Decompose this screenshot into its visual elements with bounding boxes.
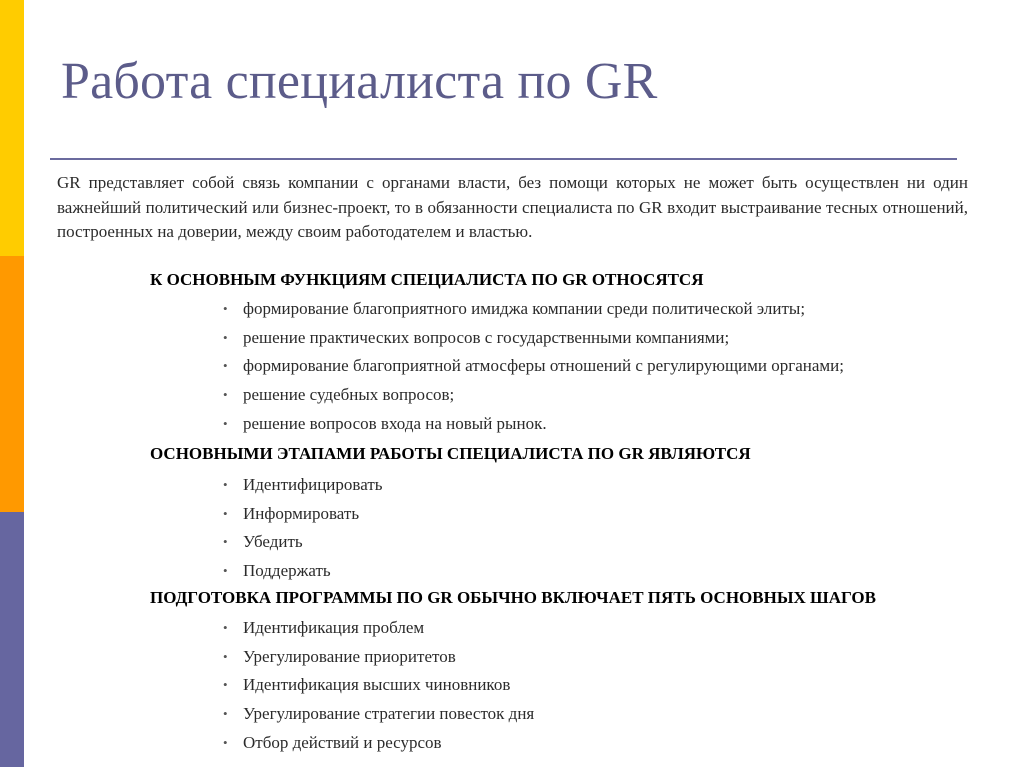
list-item: • Идентифицировать — [223, 471, 383, 500]
accent-bar-purple — [0, 512, 24, 767]
bullet-icon: • — [223, 301, 228, 316]
functions-list — [223, 295, 844, 438]
list-item: • Поддержать — [223, 557, 383, 586]
bullet-icon: • — [223, 477, 228, 492]
bullet-icon: • — [223, 734, 228, 750]
slide-title: Работа специалиста по GR — [61, 53, 658, 110]
bullet-icon: • — [223, 505, 228, 521]
bullet-icon: • — [223, 677, 228, 693]
bullet-icon: • — [223, 329, 228, 345]
bullet-icon: • — [223, 534, 228, 550]
list-item: • Урегулирование приоритетов — [223, 643, 534, 672]
list-item: • Урегулирование стратегии повесток дня — [223, 700, 534, 729]
list-item: • решение судебных вопросов; — [223, 381, 844, 410]
bullet-icon: • — [223, 563, 228, 579]
bullet-icon: • — [223, 706, 228, 722]
bullet-icon: • — [223, 415, 228, 431]
bullet-icon: • — [223, 358, 228, 374]
list-item: • формирование благоприятной атмосферы отношений с регулирующими органами; — [223, 352, 844, 381]
list-item: • решение вопросов входа на новый рынок. — [223, 410, 844, 439]
bullet-icon: • — [223, 620, 228, 635]
list-item: • Идентификация проблем — [223, 614, 534, 643]
list-item: • Идентификация высших чиновников — [223, 671, 534, 700]
accent-bar-orange — [0, 256, 24, 512]
section-heading-program: ПОДГОТОВКА ПРОГРАММЫ ПО GR ОБЫЧНО ВКЛЮЧАЕТ ПЯТЬ ОСНОВНЫХ ШАГОВ — [150, 588, 876, 607]
list-item: • Отбор действий и ресурсов — [223, 729, 534, 758]
program-steps-list — [223, 614, 534, 757]
list-item: • Убедить — [223, 528, 383, 557]
list-item: • решение практических вопросов с государственными компаниями; — [223, 324, 844, 353]
stages-list — [223, 471, 383, 586]
section-heading-stages: ОСНОВНЫМИ ЭТАПАМИ РАБОТЫ СПЕЦИАЛИСТА ПО GR ЯВЛЯЮТСЯ — [150, 444, 751, 463]
section-heading-functions: К ОСНОВНЫМ ФУНКЦИЯМ СПЕЦИАЛИСТА ПО GR ОТНОСЯТСЯ — [150, 270, 704, 289]
intro-paragraph: GR представляет собой связь компании с органами власти, без помощи которых не может быть осуществлен ни один важнейший политический или бизнес-проект, то в обязанности специалиста по GR входит выстраивание тесных отношений, построенных на доверии, между своим работодателем и властью. — [57, 173, 968, 241]
list-item: • Информировать — [223, 500, 383, 529]
bullet-icon: • — [223, 387, 228, 403]
list-item: • формирование благоприятного имиджа компании среди политической элиты; — [223, 295, 844, 324]
accent-bar-yellow — [0, 0, 24, 256]
title-divider — [50, 158, 957, 160]
bullet-icon: • — [223, 648, 228, 664]
